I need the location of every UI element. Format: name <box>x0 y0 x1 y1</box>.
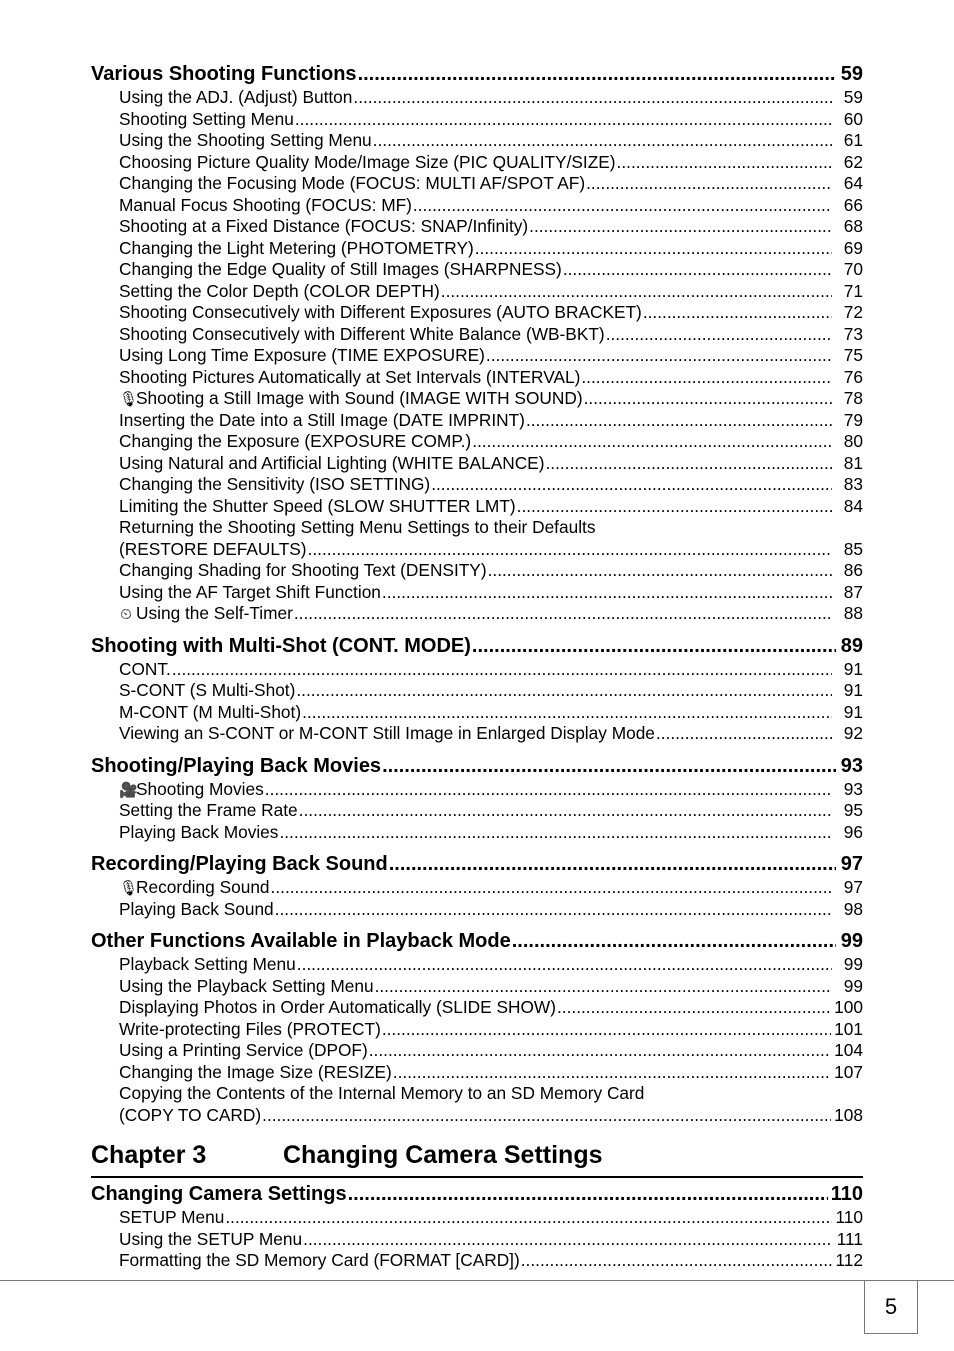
toc-entry[interactable] <box>91 954 863 976</box>
toc-entry[interactable] <box>91 367 863 389</box>
toc-section-heading[interactable] <box>91 62 863 87</box>
entry-label <box>119 1229 302 1251</box>
section-page: 93 <box>840 754 863 777</box>
toc-entry[interactable] <box>91 1229 863 1251</box>
entry-label <box>119 109 294 131</box>
leader-dots <box>369 1040 831 1062</box>
toc-entry[interactable] <box>91 195 863 217</box>
toc-entry[interactable] <box>91 302 863 324</box>
leader-dots <box>353 87 832 109</box>
leader-dots <box>382 1019 831 1041</box>
entry-page: 75 <box>843 345 863 365</box>
section-page: 99 <box>840 930 863 952</box>
leader-dots <box>225 1207 832 1229</box>
entry-page: 71 <box>843 280 863 301</box>
entry-text: Displaying Photos in Order Automatically (SLIDE SHOW) <box>119 997 556 1017</box>
leader-dots <box>389 852 836 876</box>
entry-label <box>119 877 270 899</box>
entry-label <box>119 517 595 539</box>
leader-dots <box>393 1062 831 1084</box>
toc-entry[interactable] <box>91 324 863 346</box>
entry-text: Formatting the SD Memory Card (FORMAT [CARD]) <box>119 1250 520 1270</box>
entry-text: Shooting Pictures Automatically at Set Intervals (INTERVAL) <box>119 366 581 387</box>
entry-label <box>119 954 296 976</box>
entry-label <box>119 173 585 195</box>
entry-text: Shooting Consecutively with Different White Balance (WB-BKT) <box>119 323 605 344</box>
entry-text: Using the Self-Timer <box>136 603 293 623</box>
toc-entry[interactable] <box>91 345 863 367</box>
toc-entry[interactable] <box>91 539 863 561</box>
leader-dots <box>308 539 832 561</box>
toc-part-a <box>91 62 863 1126</box>
entry-label <box>119 976 374 998</box>
entry-page: 112 <box>835 1250 863 1270</box>
entry-page: 104 <box>834 1040 863 1060</box>
leader-dots <box>617 152 832 174</box>
toc-entry[interactable] <box>91 779 863 801</box>
entry-text: Manual Focus Shooting (FOCUS: MF) <box>119 194 412 215</box>
entry-page: 84 <box>843 495 863 516</box>
entry-page: 80 <box>843 431 863 451</box>
toc-entry[interactable] <box>91 173 863 195</box>
entry-page: 93 <box>843 778 863 799</box>
leader-dots <box>375 976 832 998</box>
toc-entry[interactable] <box>91 877 863 899</box>
entry-label <box>119 388 583 410</box>
leader-dots <box>545 453 832 475</box>
entry-text: M-CONT (M Multi-Shot) <box>119 701 302 722</box>
entry-text: Using Long Time Exposure (TIME EXPOSURE) <box>119 345 485 365</box>
section-title: Shooting with Multi-Shot (CONT. MODE) <box>91 634 471 657</box>
movie-camera-icon: 🎥 <box>119 781 138 799</box>
toc-entry[interactable] <box>91 560 863 582</box>
entry-text: Limiting the Shutter Speed (SLOW SHUTTER LMT) <box>119 495 516 516</box>
microphone-icon: 🎙 <box>119 880 139 897</box>
leader-dots <box>348 1182 828 1206</box>
toc-entry[interactable] <box>91 152 863 174</box>
entry-label <box>119 899 274 921</box>
leader-dots <box>563 259 832 281</box>
microphone-icon: 🎙 <box>119 391 139 408</box>
entry-page: 100 <box>834 997 863 1017</box>
entry-page: 81 <box>843 452 863 473</box>
entry-label <box>119 1207 224 1229</box>
entry-text: Recording Sound <box>136 877 270 897</box>
leader-dots <box>299 800 832 822</box>
leader-dots <box>581 367 832 389</box>
entry-page: 99 <box>843 954 863 974</box>
leader-dots <box>275 899 832 921</box>
toc-entry[interactable] <box>91 238 863 260</box>
entry-label <box>119 680 295 702</box>
entry-label <box>119 1105 261 1127</box>
entry-page: 91 <box>843 680 863 700</box>
leader-dots <box>431 474 832 496</box>
chapter-number: Chapter 3 <box>91 1141 207 1169</box>
leader-dots <box>656 723 832 745</box>
toc-section-heading[interactable] <box>91 1182 863 1207</box>
entry-label <box>119 496 516 518</box>
entry-page: 59 <box>843 87 863 107</box>
entry-page: 61 <box>843 130 863 150</box>
leader-dots <box>303 1229 832 1251</box>
entry-text: Choosing Picture Quality Mode/Image Size (PIC QUALITY/SIZE) <box>119 151 616 172</box>
toc-entry[interactable] <box>91 388 863 410</box>
entry-label <box>119 560 487 582</box>
leader-dots <box>302 702 832 724</box>
entry-text: Shooting Movies <box>136 778 264 799</box>
entry-page: 64 <box>843 173 863 193</box>
toc-entry[interactable] <box>91 1040 863 1062</box>
entry-label <box>119 87 352 109</box>
section-page: 97 <box>840 853 863 875</box>
section-page: 59 <box>840 63 863 85</box>
entry-text: Changing the Image Size (RESIZE) <box>119 1061 392 1082</box>
entry-label <box>119 1083 644 1105</box>
leader-dots <box>382 582 832 604</box>
leader-dots <box>358 62 836 86</box>
leader-dots <box>586 173 832 195</box>
toc-entry[interactable] <box>91 723 863 745</box>
entry-label <box>119 195 412 217</box>
leader-dots <box>512 929 836 953</box>
entry-label <box>119 238 474 260</box>
entry-text: Using Natural and Artificial Lighting (WHITE BALANCE) <box>119 452 545 473</box>
entry-label <box>119 152 616 174</box>
section-page: 89 <box>840 634 863 657</box>
entry-label <box>119 822 278 844</box>
toc-entry[interactable] <box>91 453 863 475</box>
entry-page: 86 <box>843 560 863 580</box>
leader-dots <box>294 603 832 625</box>
entry-text: Returning the Shooting Setting Menu Settings to their Defaults <box>119 517 596 537</box>
section-title: Various Shooting Functions <box>91 63 357 85</box>
leader-dots <box>271 877 832 899</box>
entry-text: Using a Printing Service (DPOF) <box>119 1040 368 1060</box>
leader-dots <box>643 302 832 324</box>
toc-entry[interactable] <box>91 216 863 238</box>
chapter-heading <box>91 1136 863 1178</box>
entry-text: SETUP Menu <box>119 1207 225 1227</box>
entry-page: 91 <box>843 701 863 722</box>
toc-entry[interactable] <box>91 431 863 453</box>
entry-label <box>119 702 301 724</box>
entry-text: Using the ADJ. (Adjust) Button <box>119 87 353 107</box>
entry-page: 69 <box>843 237 863 258</box>
leader-dots <box>297 954 832 976</box>
leader-dots <box>373 130 832 152</box>
toc-entry[interactable] <box>91 702 863 724</box>
entry-page: 79 <box>843 409 863 430</box>
toc-entry[interactable] <box>91 109 863 131</box>
entry-text: Setting the Color Depth (COLOR DEPTH) <box>119 280 440 301</box>
entry-text: Viewing an S-CONT or M-CONT Still Image in Enlarged Display Mode <box>119 723 655 743</box>
entry-text: Using the Shooting Setting Menu <box>119 130 372 150</box>
leader-dots <box>413 195 832 217</box>
leader-dots <box>472 634 836 658</box>
entry-page: 60 <box>843 108 863 129</box>
toc-entry[interactable] <box>91 1207 863 1229</box>
toc-entry[interactable] <box>91 474 863 496</box>
entry-text: Using the SETUP Menu <box>119 1228 303 1249</box>
entry-text: Shooting a Still Image with Sound (IMAGE WITH SOUND) <box>136 388 583 408</box>
entry-text: Changing the Exposure (EXPOSURE COMP.) <box>119 431 472 451</box>
page-number-box <box>864 1281 918 1334</box>
entry-page: 72 <box>843 302 863 322</box>
toc-entry[interactable] <box>91 1105 863 1127</box>
entry-label <box>119 474 430 496</box>
entry-label <box>119 1062 392 1084</box>
entry-text: Playback Setting Menu <box>119 954 296 974</box>
entry-text: Using the AF Target Shift Function <box>119 581 381 602</box>
entry-page: 70 <box>843 259 863 279</box>
leader-dots <box>517 496 832 518</box>
entry-label <box>119 431 471 453</box>
chapter-title: Changing Camera Settings <box>283 1141 603 1169</box>
entry-text: S-CONT (S Multi-Shot) <box>119 680 296 700</box>
toc-entry[interactable] <box>91 496 863 518</box>
entry-text: Changing the Edge Quality of Still Images (SHARPNESS) <box>119 259 562 279</box>
leader-dots <box>279 822 832 844</box>
leader-dots <box>521 1250 832 1272</box>
entry-page: 87 <box>843 581 863 602</box>
toc-section-heading[interactable] <box>91 634 863 659</box>
entry-page: 68 <box>843 216 863 236</box>
entry-page: 101 <box>834 1018 863 1039</box>
entry-text: Playing Back Sound <box>119 898 274 919</box>
entry-page: 73 <box>843 323 863 344</box>
section-page: 110 <box>830 1183 863 1205</box>
entry-page: 107 <box>834 1061 863 1082</box>
entry-page: 110 <box>835 1207 863 1227</box>
entry-text: (RESTORE DEFAULTS) <box>119 538 307 559</box>
entry-text: Using the Playback Setting Menu <box>119 975 374 996</box>
entry-page: 95 <box>843 800 863 820</box>
entry-page: 85 <box>843 538 863 559</box>
leader-dots <box>472 431 832 453</box>
toc-entry[interactable] <box>91 517 863 539</box>
toc-entry[interactable] <box>91 822 863 844</box>
entry-label <box>119 324 605 346</box>
table-of-contents <box>91 58 863 1272</box>
toc-entry[interactable] <box>91 281 863 303</box>
toc-section-heading[interactable] <box>91 754 863 779</box>
entry-page: 111 <box>836 1228 863 1249</box>
entry-label <box>119 367 580 389</box>
entry-label <box>119 659 171 681</box>
entry-page: 92 <box>843 723 863 743</box>
toc-entry[interactable] <box>91 603 863 625</box>
entry-text: Shooting Consecutively with Different Exposures (AUTO BRACKET) <box>119 302 642 322</box>
toc-entry[interactable] <box>91 1062 863 1084</box>
entry-page: 76 <box>843 366 863 387</box>
toc-entry[interactable] <box>91 800 863 822</box>
section-title: Other Functions Available in Playback Mode <box>91 930 511 952</box>
entry-page: 66 <box>843 194 863 215</box>
entry-label <box>119 1250 520 1272</box>
entry-label <box>119 130 372 152</box>
footer-rule <box>0 1280 954 1281</box>
entry-label <box>119 345 485 367</box>
self-timer-icon: ⏲ <box>120 606 132 623</box>
page-number: 5 <box>884 1294 898 1319</box>
entry-label <box>119 453 544 475</box>
entry-page: 88 <box>843 603 863 623</box>
leader-dots <box>488 560 832 582</box>
entry-page: 78 <box>843 388 863 408</box>
toc-entry[interactable] <box>91 997 863 1019</box>
section-title: Shooting/Playing Back Movies <box>91 754 382 777</box>
entry-label <box>119 800 298 822</box>
entry-label <box>119 1040 368 1062</box>
entry-text: Changing Shading for Shooting Text (DENSITY) <box>119 560 487 580</box>
section-title: Changing Camera Settings <box>91 1183 347 1205</box>
entry-label <box>119 281 440 303</box>
toc-entry[interactable] <box>91 899 863 921</box>
leader-dots <box>382 754 836 778</box>
leader-dots <box>606 324 832 346</box>
entry-page: 98 <box>843 898 863 919</box>
entry-label <box>119 997 556 1019</box>
entry-text: Changing the Focusing Mode (FOCUS: MULTI AF/SPOT AF) <box>119 173 586 193</box>
toc-entry[interactable] <box>91 582 863 604</box>
leader-dots <box>172 659 832 681</box>
toc-part-b <box>91 1182 863 1272</box>
entry-label <box>119 779 264 801</box>
entry-page: 108 <box>834 1104 863 1125</box>
entry-text: Write-protecting Files (PROTECT) <box>119 1018 381 1039</box>
entry-label <box>119 723 655 745</box>
entry-text: CONT. <box>119 658 171 679</box>
entry-text: Changing the Sensitivity (ISO SETTING) <box>119 474 431 494</box>
leader-dots <box>529 216 832 238</box>
leader-dots <box>486 345 832 367</box>
toc-entry[interactable] <box>91 680 863 702</box>
entry-text: Changing the Light Metering (PHOTOMETRY) <box>119 237 474 258</box>
leader-dots <box>557 997 831 1019</box>
entry-text: Playing Back Movies <box>119 821 279 842</box>
entry-page: 96 <box>843 821 863 842</box>
entry-label <box>119 410 525 432</box>
leader-dots <box>296 680 832 702</box>
toc-entry[interactable] <box>91 1019 863 1041</box>
entry-text: Inserting the Date into a Still Image (DATE IMPRINT) <box>119 409 525 430</box>
toc-entry[interactable] <box>91 1250 863 1272</box>
entry-label <box>119 216 528 238</box>
entry-text: Setting the Frame Rate <box>119 800 298 820</box>
entry-text: Copying the Contents of the Internal Memory to an SD Memory Card <box>119 1083 645 1103</box>
toc-entry[interactable] <box>91 87 863 109</box>
entry-text: Shooting at a Fixed Distance (FOCUS: SNAP/Infinity) <box>119 216 529 236</box>
leader-dots <box>475 238 832 260</box>
toc-entry[interactable] <box>91 130 863 152</box>
leader-dots <box>526 410 832 432</box>
entry-page: 97 <box>843 877 863 897</box>
leader-dots <box>584 388 832 410</box>
entry-text: Shooting Setting Menu <box>119 108 294 129</box>
entry-label <box>119 259 562 281</box>
entry-page: 83 <box>843 474 863 494</box>
leader-dots <box>441 281 832 303</box>
entry-label <box>119 1019 381 1041</box>
toc-section-heading[interactable] <box>91 929 863 954</box>
entry-page: 62 <box>843 151 863 172</box>
entry-label <box>119 582 381 604</box>
entry-label <box>119 603 293 625</box>
section-title: Recording/Playing Back Sound <box>91 853 388 875</box>
entry-page: 99 <box>843 975 863 996</box>
leader-dots <box>262 1105 831 1127</box>
leader-dots <box>265 779 832 801</box>
toc-entry[interactable] <box>91 659 863 681</box>
entry-page: 91 <box>843 658 863 679</box>
entry-text: (COPY TO CARD) <box>119 1104 262 1125</box>
entry-label <box>119 539 307 561</box>
toc-entry[interactable] <box>91 1083 863 1105</box>
leader-dots <box>295 109 832 131</box>
toc-entry[interactable] <box>91 259 863 281</box>
toc-entry[interactable] <box>91 976 863 998</box>
entry-label <box>119 302 642 324</box>
toc-section-heading[interactable] <box>91 852 863 877</box>
toc-entry[interactable] <box>91 410 863 432</box>
